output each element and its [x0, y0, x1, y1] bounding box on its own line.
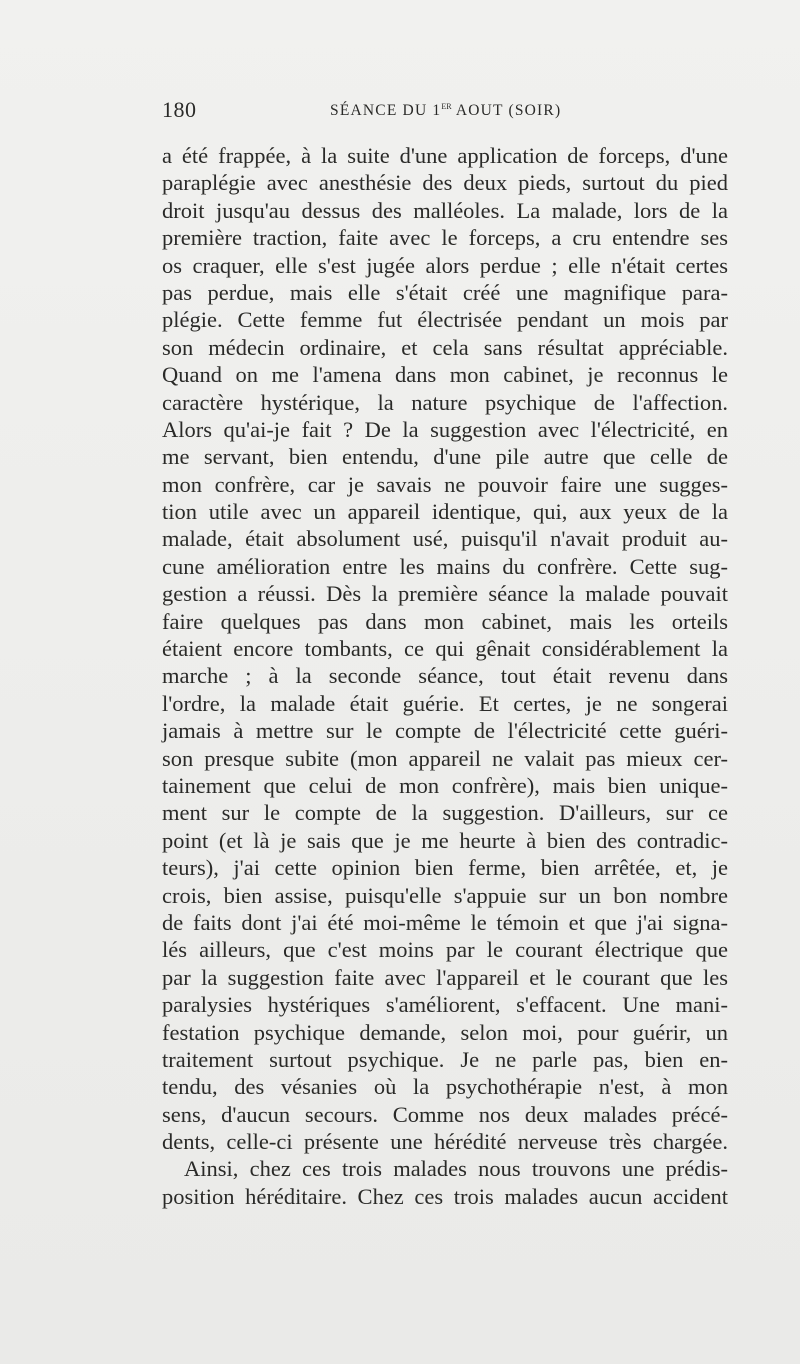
running-head-text: SÉANCE DU 1 — [330, 102, 442, 120]
body-text — [162, 142, 728, 1210]
text-line: tendu, des vésanies où la psychothérapie n'est, à mon — [162, 1074, 728, 1100]
text-line: cune amélioration entre les mains du confrère. Cette sug- — [162, 553, 728, 579]
running-head — [330, 100, 561, 120]
text-line: tainement que celui de mon confrère), mais bien unique- — [162, 772, 728, 798]
text-line: teurs), j'ai cette opinion bien ferme, bien arrêtée, et, je — [162, 855, 728, 881]
text-line: marche ; à la seconde séance, tout était revenu dans — [162, 663, 728, 689]
text-line: par la suggestion faite avec l'appareil et le courant que les — [162, 964, 728, 990]
text-line-paragraph-start: Ainsi, chez ces trois malades nous trouvons une prédis- — [184, 1156, 728, 1182]
page-number: 180 — [162, 97, 197, 122]
text-line: crois, bien assise, puisqu'elle s'appuie sur un bon nombre — [162, 882, 728, 908]
text-line: point (et là je sais que je me heurte à bien des contradic- — [162, 827, 728, 853]
text-line: malade, était absolument usé, puisqu'il n'avait produit au- — [162, 526, 728, 552]
running-head-text-end: AOUT (SOIR) — [451, 102, 562, 120]
text-line: paraplégie avec anesthésie des deux pieds, surtout du pied — [162, 170, 728, 196]
text-line: l'ordre, la malade était guérie. Et certes, je ne songerai — [162, 690, 728, 716]
text-line: caractère hystérique, la nature psychique de l'affection. — [162, 389, 728, 415]
text-line: jamais à mettre sur le compte de l'électricité cette guéri- — [162, 718, 728, 744]
text-line: lés ailleurs, que c'est moins par le courant électrique que — [162, 937, 728, 963]
running-head-superscript: er — [441, 100, 452, 112]
text-line: gestion a réussi. Dès la première séance la malade pouvait — [162, 581, 728, 607]
text-line: position héréditaire. Chez ces trois malades aucun accident — [162, 1183, 728, 1209]
text-line: droit jusqu'au dessus des malléoles. La malade, lors de la — [162, 197, 728, 223]
text-line: traitement surtout psychique. Je ne parle pas, bien en- — [162, 1046, 728, 1072]
text-line: os craquer, elle s'est jugée alors perdue ; elle n'était certes — [162, 252, 728, 278]
text-line: étaient encore tombants, ce qui gênait considérablement la — [162, 636, 728, 662]
text-line: plégie. Cette femme fut électrisée pendant un mois par — [162, 307, 728, 333]
text-line: son médecin ordinaire, et cela sans résultat appréciable. — [162, 334, 728, 360]
page-header — [162, 97, 728, 127]
text-line: ment sur le compte de la suggestion. D'ailleurs, sur ce — [162, 800, 728, 826]
text-line: paralysies hystériques s'améliorent, s'effacent. Une mani- — [162, 992, 728, 1018]
text-line: sens, d'aucun secours. Comme nos deux malades précé- — [162, 1101, 728, 1127]
text-line: faire quelques pas dans mon cabinet, mais les orteils — [162, 608, 728, 634]
text-line: pas perdue, mais elle s'était créé une magnifique para- — [162, 279, 728, 305]
text-line: dents, celle-ci présente une hérédité nerveuse très chargée. — [162, 1129, 728, 1155]
text-line: mon confrère, car je savais ne pouvoir faire une sugges- — [162, 471, 728, 497]
text-line: me servant, bien entendu, d'une pile autre que celle de — [162, 444, 728, 470]
text-line: première traction, faite avec le forceps, a cru entendre ses — [162, 225, 728, 251]
text-line: son presque subite (mon appareil ne valait pas mieux cer- — [162, 745, 728, 771]
text-line: festation psychique demande, selon moi, pour guérir, un — [162, 1019, 728, 1045]
text-line: de faits dont j'ai été moi-même le témoin et que j'ai signa- — [162, 909, 728, 935]
text-line: Quand on me l'amena dans mon cabinet, je reconnus le — [162, 362, 728, 388]
text-line: Alors qu'ai-je fait ? De la suggestion avec l'électricité, en — [162, 416, 728, 442]
text-line: tion utile avec un appareil identique, qui, aux yeux de la — [162, 499, 728, 525]
text-line: a été frappée, à la suite d'une application de forceps, d'une — [162, 143, 728, 168]
